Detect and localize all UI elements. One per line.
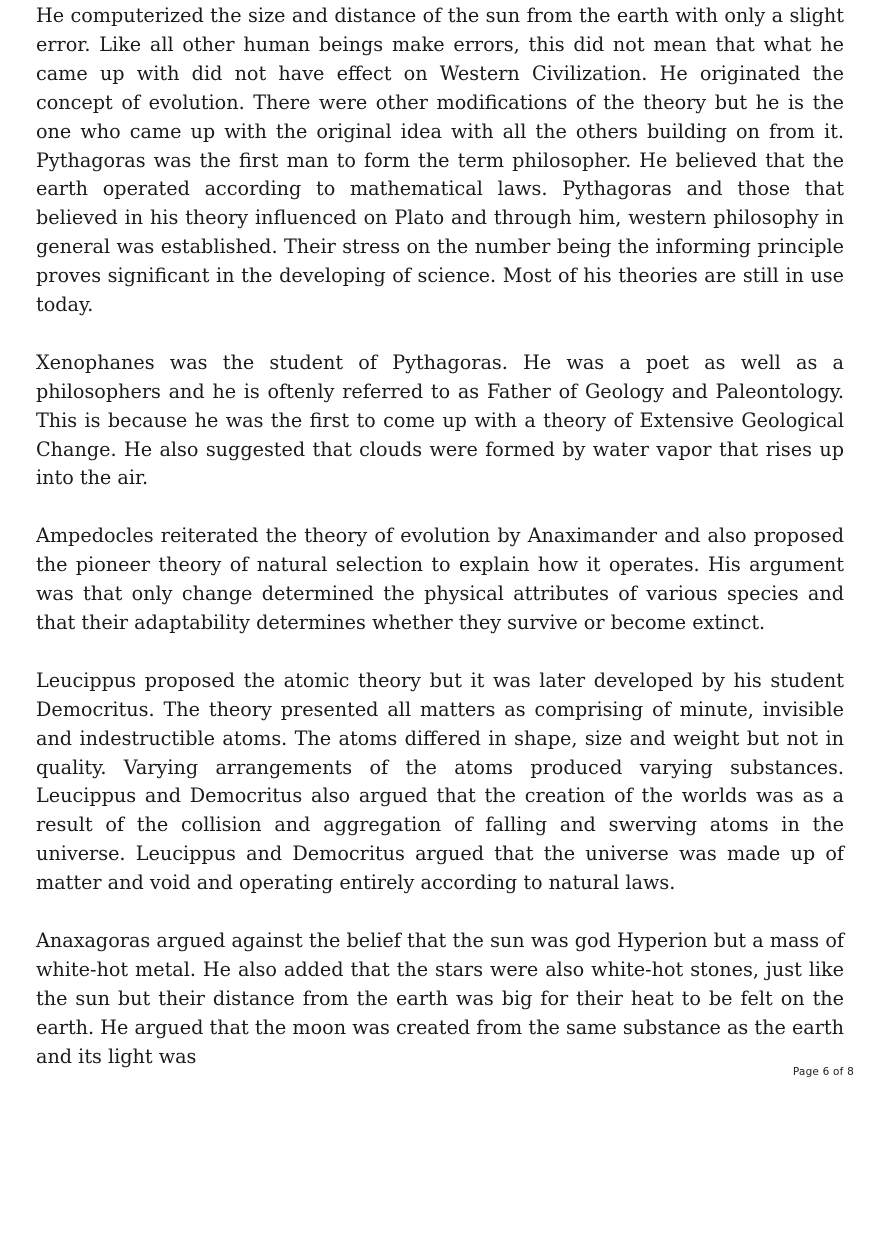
paragraph-anaxagoras: Anaxagoras argued against the belief that the sun was god Hyperion but a mass of white-hot metal. He also added that the stars were also white-hot stones, just like the sun but their distance from the earth was big for their heat to be felt on the earth. He argued that the moon was created from the same substance as the earth and its light was bbox=[36, 928, 844, 1068]
page-number: Page 6 of 8 bbox=[792, 1066, 854, 1078]
body-text bbox=[36, 2, 844, 1100]
paragraph-ampedocles: Ampedocles reiterated the theory of evolution by Anaximander and also proposed the pioneer theory of natural selection to explain how it operates. His argument was that only change determined the physical attributes of various species and that their adaptability determines whether they survive or become extinct. bbox=[36, 524, 844, 634]
paragraph-leucippus: Leucippus proposed the atomic theory but it was later developed by his student Democritus. The theory presented all matters as comprising of minute, invisible and indestructible atoms. The atoms differed in shape, size and weight but not in quality. Varying arrangements of the atoms produced varying substances. Leucippus and Democritus also argued that the creation of the worlds was as a result of the collision and aggregation of falling and swerving atoms in the universe. Leucippus and Democritus argued that the universe was made up of matter and void and operating entirely according to natural laws. bbox=[36, 668, 844, 895]
paragraph-pythagoras: He computerized the size and distance of the sun from the earth with only a slight error. Like all other human beings make errors, this did not mean that what he came up with did not have effect on Western Civilization. He originated the concept of evolution. There were other modifications of the theory but he is the one who came up with the original idea with all the others building on from it. Pythagoras was the first man to form the term philosopher. He believed that the earth operated according to mathematical laws. Pythagoras and those that believed in his theory influenced on Plato and through him, western philosophy in general was established. Their stress on the number being the informing principle proves significant in the developing of science. Most of his theories are still in use today. bbox=[36, 4, 844, 317]
paragraph-xenophanes: Xenophanes was the student of Pythagoras. He was a poet as well as a philosophers and he is oftenly referred to as Father of Geology and Paleontology. This is because he was the first to come up with a theory of Extensive Geological Change. He also suggested that clouds were formed by water vapor that rises up into the air. bbox=[36, 350, 844, 490]
